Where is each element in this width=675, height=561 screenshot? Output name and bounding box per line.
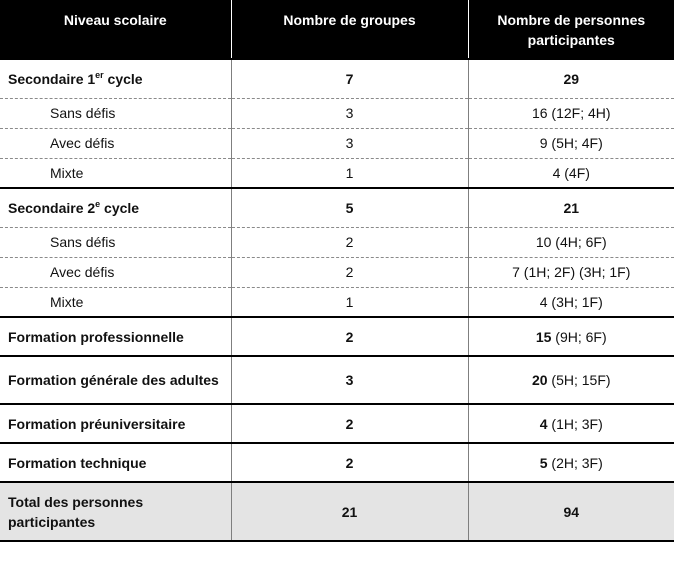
row-participants: 16 (12F; 4H) bbox=[468, 98, 674, 128]
participants-detail: (5H; 15F) bbox=[547, 372, 611, 388]
group-row-secondaire-1 bbox=[0, 59, 674, 98]
row-groups: 1 bbox=[231, 287, 468, 317]
row-label: Mixte bbox=[0, 158, 231, 188]
participants-count: 15 bbox=[535, 328, 552, 345]
table-row bbox=[0, 128, 674, 158]
group-participants bbox=[468, 404, 674, 443]
table-row bbox=[0, 287, 674, 317]
row-label: Sans défis bbox=[0, 98, 231, 128]
row-participants: 4 (4F) bbox=[468, 158, 674, 188]
group-label-end: cycle bbox=[100, 199, 140, 216]
header-row bbox=[0, 0, 674, 59]
group-groups: 2 bbox=[231, 443, 468, 482]
group-row-formation-preuniversitaire bbox=[0, 404, 674, 443]
row-groups: 3 bbox=[231, 128, 468, 158]
group-label-superscript: er bbox=[95, 69, 104, 80]
group-label-superscript: e bbox=[95, 198, 101, 209]
participants-detail: (2H; 3F) bbox=[547, 454, 603, 471]
row-label: Mixte bbox=[0, 287, 231, 317]
row-label: Avec défis bbox=[0, 128, 231, 158]
group-row-formation-generale-adultes bbox=[0, 356, 674, 404]
group-label-main: Secondaire 2 bbox=[8, 199, 96, 216]
row-participants: 7 (1H; 2F) (3H; 1F) bbox=[468, 257, 674, 287]
group-participants bbox=[468, 356, 674, 404]
total-participants: 94 bbox=[468, 482, 674, 541]
group-label-main: Secondaire 1 bbox=[8, 70, 96, 87]
row-groups: 1 bbox=[231, 158, 468, 188]
group-participants bbox=[468, 317, 674, 356]
group-groups: 3 bbox=[231, 356, 468, 404]
row-participants: 9 (5H; 4F) bbox=[468, 128, 674, 158]
row-groups: 2 bbox=[231, 257, 468, 287]
header-participants: Nombre de personnes participantes bbox=[468, 0, 674, 59]
row-label: Avec défis bbox=[0, 257, 231, 287]
header-groups: Nombre de groupes bbox=[231, 0, 468, 59]
row-participants: 10 (4H; 6F) bbox=[468, 227, 674, 257]
group-label bbox=[0, 188, 231, 227]
participants-detail: (1H; 3F) bbox=[547, 415, 603, 432]
group-row-formation-professionnelle bbox=[0, 317, 674, 356]
row-groups: 3 bbox=[231, 98, 468, 128]
participants-detail: (9H; 6F) bbox=[551, 328, 607, 345]
group-groups: 5 bbox=[231, 188, 468, 227]
group-row-secondaire-2 bbox=[0, 188, 674, 227]
table-row bbox=[0, 257, 674, 287]
group-label: Formation technique bbox=[0, 443, 231, 482]
row-participants: 4 (3H; 1F) bbox=[468, 287, 674, 317]
group-groups: 7 bbox=[231, 59, 468, 98]
header-level: Niveau scolaire bbox=[0, 0, 231, 59]
group-label-end: cycle bbox=[103, 70, 143, 87]
group-label bbox=[0, 59, 231, 98]
participants-count: 4 bbox=[539, 415, 548, 432]
total-row bbox=[0, 482, 674, 541]
group-label: Formation générale des adultes bbox=[0, 356, 231, 404]
participants-count: 20 bbox=[531, 372, 548, 388]
group-groups: 2 bbox=[231, 317, 468, 356]
table-row bbox=[0, 158, 674, 188]
group-participants bbox=[468, 443, 674, 482]
row-groups: 2 bbox=[231, 227, 468, 257]
group-row-formation-technique bbox=[0, 443, 674, 482]
table-row bbox=[0, 98, 674, 128]
total-groups: 21 bbox=[231, 482, 468, 541]
group-participants: 29 bbox=[468, 59, 674, 98]
row-label: Sans défis bbox=[0, 227, 231, 257]
table-row bbox=[0, 227, 674, 257]
group-label: Formation préuniversitaire bbox=[0, 404, 231, 443]
group-label: Formation professionnelle bbox=[0, 317, 231, 356]
participants-count: 5 bbox=[539, 454, 548, 471]
group-groups: 2 bbox=[231, 404, 468, 443]
group-participants: 21 bbox=[468, 188, 674, 227]
total-label: Total des personnes participantes bbox=[0, 482, 231, 541]
